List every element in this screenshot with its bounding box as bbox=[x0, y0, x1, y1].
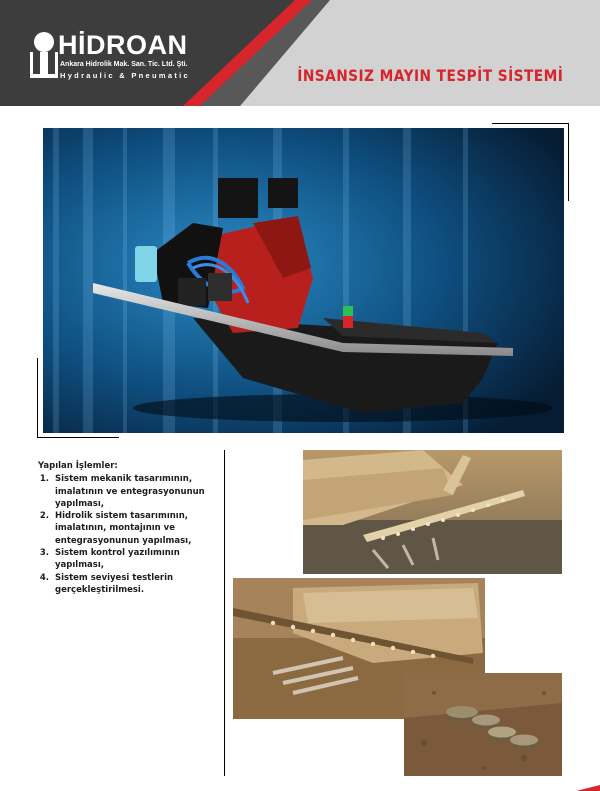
brand-name: HİDROAN bbox=[58, 30, 188, 60]
company-name: Ankara Hidrolik Mak. San. Tic. Ltd. Şti. bbox=[60, 61, 188, 68]
page-title: İNSANSIZ MAYIN TESPİT SİSTEMİ bbox=[296, 66, 563, 85]
operation-item: 1. Sistem mekanik tasarımının, imalatının ve entegrasyonunun yapılması, bbox=[52, 473, 228, 510]
main-vehicle-image bbox=[43, 128, 564, 433]
frame-line-left-vertical bbox=[37, 358, 38, 438]
frame-line-left-bottom bbox=[37, 437, 119, 438]
brand-tagline: Hydraulic & Pneumatic bbox=[60, 71, 190, 80]
operation-item: 3. Sistem kontrol yazılımının yapılması, bbox=[52, 547, 228, 572]
landmines-photo bbox=[404, 673, 562, 776]
operations-list bbox=[38, 460, 228, 596]
frame-line-right-vertical bbox=[568, 123, 569, 201]
field-test-photo-1 bbox=[303, 450, 562, 574]
frame-line-top-right bbox=[492, 123, 568, 124]
corner-accent bbox=[570, 785, 600, 791]
operation-item: 4. Sistem seviyesi testlerin gerçekleştirilmesi. bbox=[52, 572, 228, 597]
operations-heading: Yapılan İşlemler: bbox=[38, 461, 118, 471]
operation-item: 2. Hidrolik sistem tasarımının, imalatının, montajının ve entegrasyonunun yapılması, bbox=[52, 510, 228, 547]
